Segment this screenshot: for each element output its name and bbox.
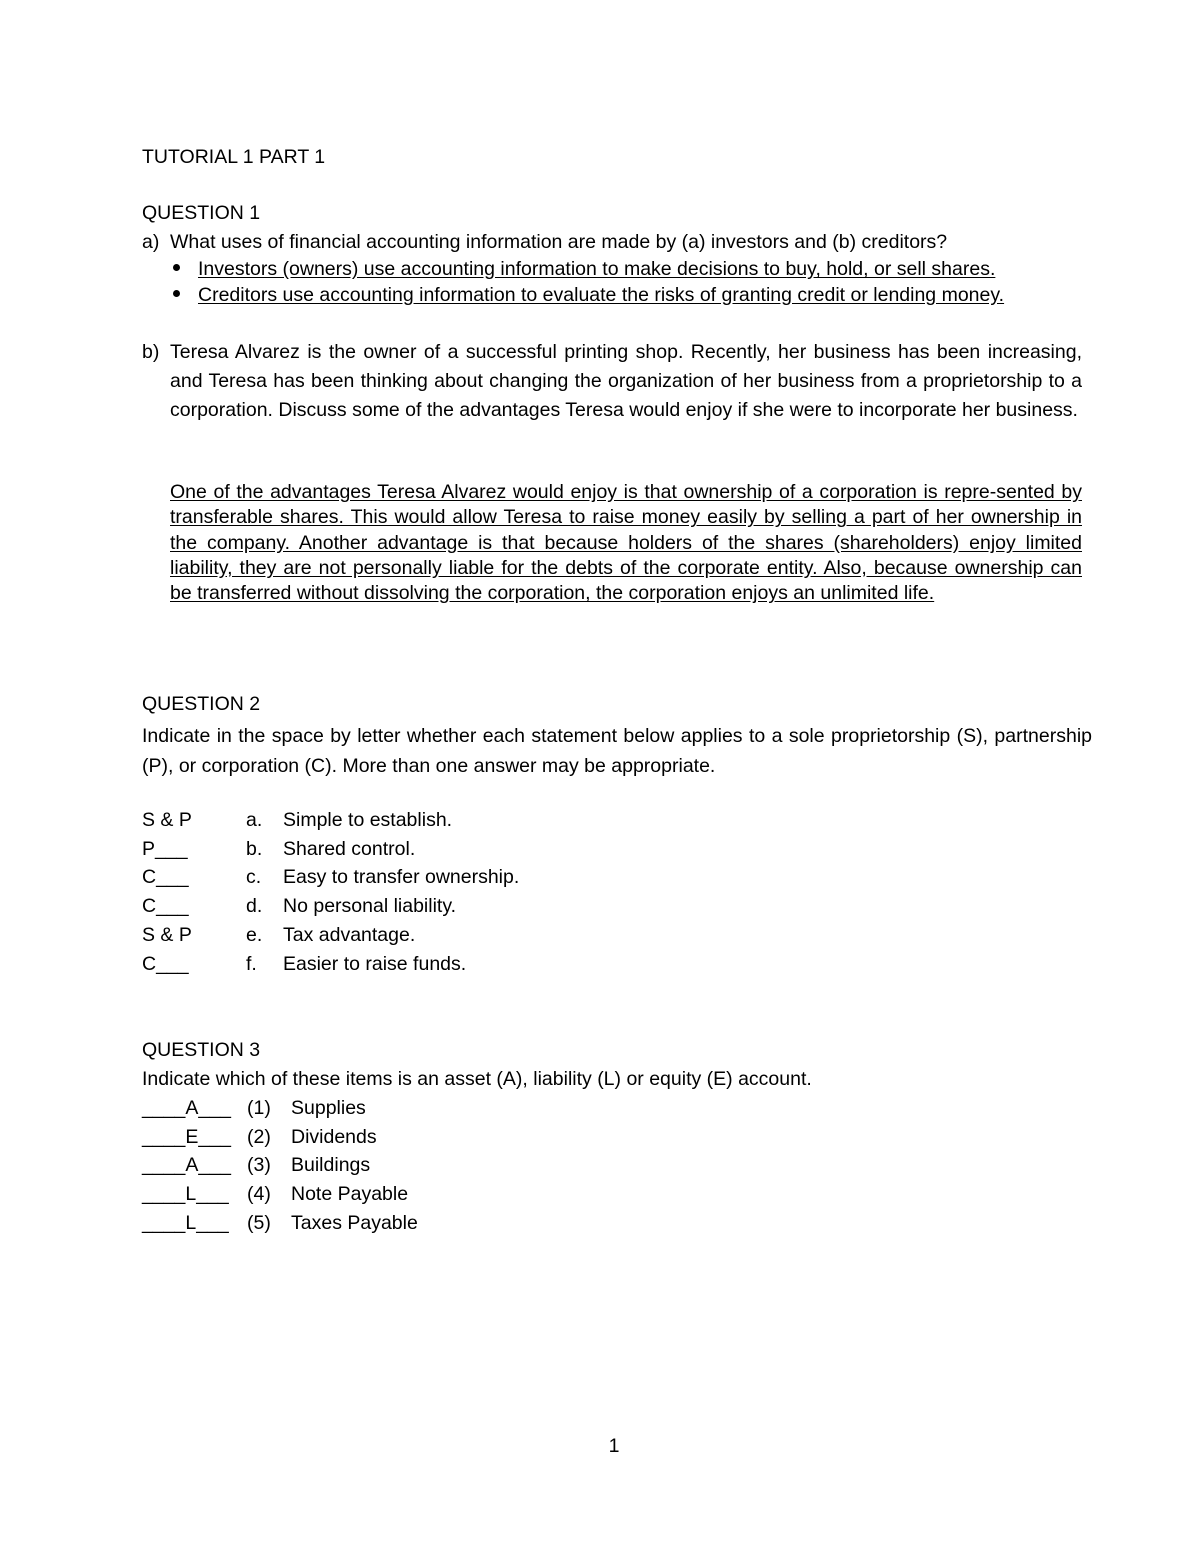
question3-answer: ____A___ xyxy=(142,1154,231,1176)
question2-answer: P___ xyxy=(142,838,188,860)
question1-answer-bullet-investors: Investors (owners) use accounting information to make decisions to buy, hold, or sell shares. xyxy=(198,258,996,280)
question3-item-number: (1) xyxy=(247,1097,271,1119)
question3-instructions: Indicate which of these items is an asset (A), liability (L) or equity (E) account. xyxy=(142,1068,812,1090)
question3-item-number: (2) xyxy=(247,1126,271,1148)
bullet-icon xyxy=(173,264,180,271)
question2-statement: Shared control. xyxy=(283,838,416,860)
question3-item: Supplies xyxy=(291,1097,366,1119)
question2-statement: Tax advantage. xyxy=(283,924,416,946)
question2-answer: S & P xyxy=(142,809,192,831)
question3-item-number: (5) xyxy=(247,1212,271,1234)
question3-item: Note Payable xyxy=(291,1183,409,1205)
question2-answer: C___ xyxy=(142,866,189,888)
question3-item: Dividends xyxy=(291,1126,377,1148)
question2-item-letter: b. xyxy=(246,838,263,860)
question2-item-letter: d. xyxy=(246,895,263,917)
question3-answer: ____A___ xyxy=(142,1097,231,1119)
question1-part-b-marker: b) xyxy=(142,341,160,363)
question3-item-number: (4) xyxy=(247,1183,271,1205)
document-title: TUTORIAL 1 PART 1 xyxy=(142,146,326,168)
question2-statement: No personal liability. xyxy=(283,895,457,917)
question2-item-letter: f. xyxy=(246,953,257,975)
question2-item-letter: c. xyxy=(246,866,262,888)
question3-answer: ____L___ xyxy=(142,1212,229,1234)
question3-item: Buildings xyxy=(291,1154,371,1176)
question3-item-number: (3) xyxy=(247,1154,271,1176)
question1-part-a-marker: a) xyxy=(142,231,160,253)
question1-part-b-answer: One of the advantages Teresa Alvarez would enjoy is that ownership of a corporation is repre-sented by transferable shares. This would allow Teresa to raise money easily by selling a part of her ownership in the company. Another advantage is that because holders of the shares (shareholders) enjoy limited liability, they are not personally liable for the debts of the corporate entity. Also, because ownership can be transferred without dissolving the corporation, the corporation enjoys an unlimited life. xyxy=(170,481,1082,605)
question2-item-letter: a. xyxy=(246,809,263,831)
question2-instructions: Indicate in the space by letter whether each statement below applies to a sole proprietorship (S), partnership (P), or corporation (C). More than one answer may be appropriate. xyxy=(142,725,1092,777)
bullet-icon xyxy=(173,290,180,297)
question2-answer: S & P xyxy=(142,924,192,946)
question1-part-b-text: Teresa Alvarez is the owner of a successful printing shop. Recently, her business has been increasing, and Teresa has been thinking about changing the organization of her business from a proprietorship to a corporation. Discuss some of the advantages Teresa would enjoy if she were to incorporate her business. xyxy=(170,341,1082,421)
page-number: 1 xyxy=(608,1435,620,1457)
question3-item: Taxes Payable xyxy=(291,1212,418,1234)
question2-statement: Easy to transfer ownership. xyxy=(283,866,520,888)
question2-answer: C___ xyxy=(142,895,189,917)
question2-statement: Easier to raise funds. xyxy=(283,953,467,975)
question1-part-a-text: What uses of financial accounting information are made by (a) investors and (b) creditors? xyxy=(170,231,948,253)
question3-answer: ____L___ xyxy=(142,1183,229,1205)
question2-item-letter: e. xyxy=(246,924,263,946)
question2-statement: Simple to establish. xyxy=(283,809,453,831)
question1-answer-bullet-creditors: Creditors use accounting information to evaluate the risks of granting credit or lending money. xyxy=(198,284,1005,306)
question3-answer: ____E___ xyxy=(142,1126,231,1148)
question2-heading: QUESTION 2 xyxy=(142,693,261,715)
question3-heading: QUESTION 3 xyxy=(142,1039,261,1061)
question1-heading: QUESTION 1 xyxy=(142,202,261,224)
question2-answer: C___ xyxy=(142,953,189,975)
